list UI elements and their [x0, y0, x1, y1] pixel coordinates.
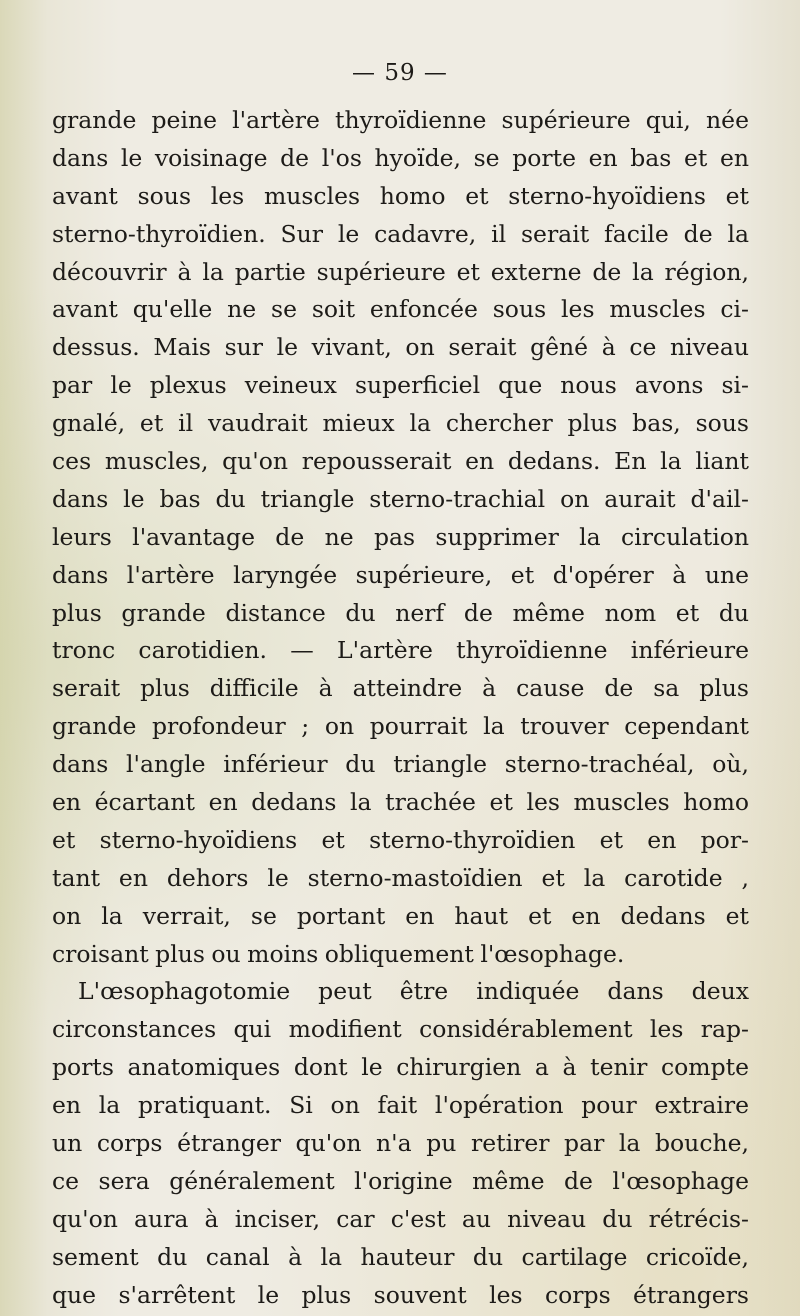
text-line: grande peine l'artère thyroïdienne supérieure qui, née [52, 106, 749, 134]
text-line: ces muscles, qu'on repousserait en dedans. En la liant [52, 447, 749, 476]
page-number: — 59 — [352, 60, 448, 86]
text-line: un corps étranger qu'on n'a pu retirer par la bouche, [52, 1129, 749, 1158]
text-line: croisant plus ou moins obliquement l'œsophage. [52, 939, 625, 968]
text-line: sement du canal à la hauteur du cartilage cricoïde, [52, 1242, 749, 1271]
text-line: L'œsophagotomie peut être indiquée dans deux [78, 977, 749, 1006]
text-line: dans le bas du triangle sterno-trachial on aurait d'ail- [52, 484, 749, 513]
text-line: avant sous les muscles homo et sterno-hyoïdiens et [52, 181, 749, 210]
text-line: gnalé, et il vaudrait mieux la chercher plus bas, sous [52, 409, 749, 438]
text-line: en la pratiquant. Si on fait l'opération pour extraire [52, 1091, 749, 1120]
text-line: dessus. Mais sur le vivant, on serait gêné à ce niveau [52, 333, 749, 362]
text-line: dans l'artère laryngée supérieure, et d'opérer à une [52, 560, 749, 589]
text-line: plus grande distance du nerf de même nom et du [52, 598, 749, 627]
text-line: et sterno-hyoïdiens et sterno-thyroïdien et en por- [52, 825, 749, 854]
text-line: leurs l'avantage de ne pas supprimer la circulation [52, 522, 749, 551]
text-line: que s'arrêtent le plus souvent les corps étrangers [52, 1280, 749, 1309]
text-line: ports anatomiques dont le chirurgien a à tenir compte [52, 1053, 749, 1082]
text-line: on la verrait, se portant en haut et en dedans et [52, 901, 749, 930]
text-line: avant qu'elle ne se soit enfoncée sous les muscles ci- [52, 295, 749, 324]
text-line: tant en dehors le sterno-mastoïdien et la carotide , [52, 863, 749, 892]
text-line: grande profondeur ; on pourrait la trouver cependant [52, 712, 749, 741]
text-line: ce sera généralement l'origine même de l'œsophage [52, 1166, 749, 1195]
text-line: sterno-thyroïdien. Sur le cadavre, il serait facile de la [52, 219, 749, 248]
text-line: tronc carotidien. — L'artère thyroïdienne inférieure [52, 636, 749, 665]
text-line: découvrir à la partie supérieure et externe de la région, [52, 257, 749, 286]
text-line: dans le voisinage de l'os hyoïde, se porte en bas et en [52, 143, 749, 172]
body-text [52, 102, 749, 1315]
text-line: circonstances qui modifient considérablement les rap- [52, 1015, 749, 1044]
text-line: dans l'angle inférieur du triangle sterno-trachéal, où, [52, 750, 749, 779]
text-line: qu'on aura à inciser, car c'est au niveau du rétrécis- [52, 1204, 749, 1233]
text-line: serait plus difficile à atteindre à cause de sa plus [52, 674, 749, 703]
text-line: en écartant en dedans la trachée et les muscles homo [52, 788, 749, 817]
text-line: par le plexus veineux superficiel que nous avons si- [52, 371, 749, 400]
